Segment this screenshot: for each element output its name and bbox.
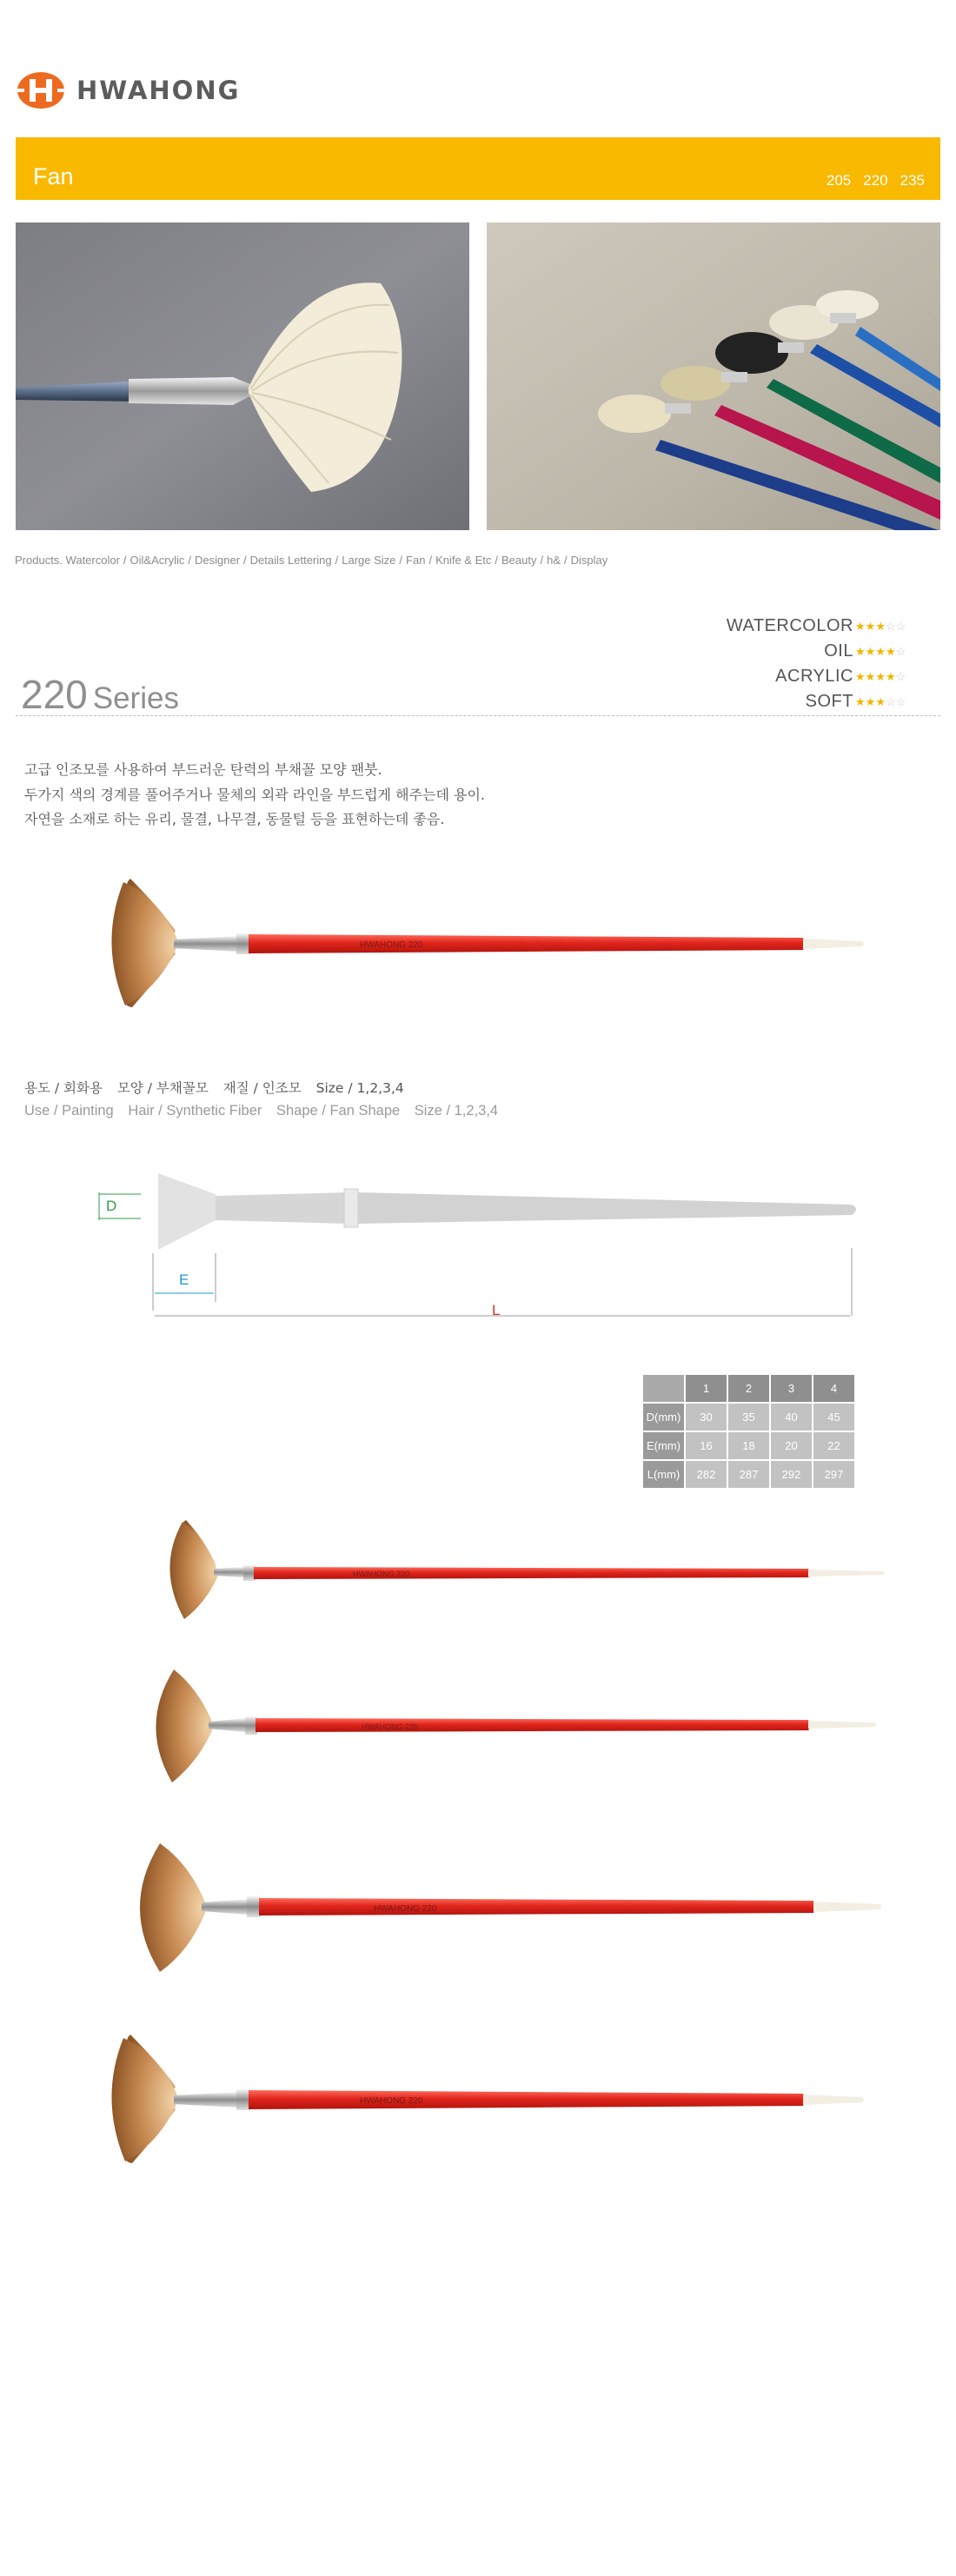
star-rating-icon	[855, 670, 919, 684]
product-photo-group	[487, 222, 940, 530]
table-cell: 297	[813, 1461, 854, 1488]
star-filled-icon: ★	[885, 644, 896, 658]
series-word: Series	[92, 681, 179, 715]
description-line: 자연을 소재로 하는 유리, 물결, 나무결, 동물털 등을 표현하는데 좋음.	[24, 811, 445, 827]
star-rating-icon	[855, 620, 919, 634]
series-link-235[interactable]: 235	[900, 172, 925, 189]
star-filled-icon: ★	[855, 694, 866, 708]
table-column-header: 3	[771, 1375, 812, 1402]
nav-designer[interactable]: Designer	[195, 554, 241, 567]
fan-brush-icon	[108, 873, 873, 1012]
nav-display[interactable]: Display	[570, 554, 608, 567]
table-cell: 30	[686, 1404, 727, 1431]
star-rating-icon	[855, 695, 919, 709]
banner-title: Fan	[33, 163, 74, 189]
brush-image-size-1	[148, 1517, 886, 1630]
product-photo-single	[16, 222, 469, 530]
brush-image-size-2	[139, 1664, 878, 1786]
spec-hair-ko: 재질 / 인조모	[222, 1080, 302, 1096]
star-filled-icon: ★	[865, 694, 876, 708]
nav-beauty[interactable]: Beauty	[501, 554, 537, 567]
dimension-diagram	[87, 1163, 886, 1337]
spec-hair-en: Hair / Synthetic Fiber	[128, 1103, 262, 1119]
description-line: 고급 인조모를 사용하여 부드러운 탄력의 부채꼴 모양 팬붓.	[24, 761, 382, 778]
dimension-l-label: L	[492, 1302, 501, 1318]
table-cell: 45	[813, 1404, 854, 1431]
spec-size-ko: Size / 1,2,3,4	[315, 1080, 404, 1096]
table-cell: 35	[728, 1404, 769, 1431]
series-link-205[interactable]: 205	[826, 172, 852, 189]
star-filled-icon: ★	[875, 619, 886, 633]
nav-h-and[interactable]: h&	[547, 554, 561, 567]
fan-brush-icon	[139, 1664, 878, 1786]
star-filled-icon: ★	[875, 669, 886, 683]
star-filled-icon: ★	[855, 644, 866, 658]
table-header-row	[643, 1375, 854, 1402]
product-description	[24, 758, 485, 833]
spec-use-ko: 용도 / 회화용	[24, 1080, 103, 1096]
rating-row	[641, 689, 919, 714]
fan-brush-icon	[108, 2029, 873, 2177]
dimension-d-label: D	[106, 1198, 117, 1214]
nav-watercolor[interactable]: Watercolor	[65, 554, 120, 567]
table-cell: 282	[686, 1461, 727, 1488]
category-nav: Products. Watercolor / Oil&Acrylic / Designer / Details Lettering / Large Size / Fan / Knife & Etc / Beauty / h& / Display	[15, 554, 608, 567]
series-links	[827, 172, 925, 189]
table-cell: 287	[728, 1461, 769, 1488]
brush-dimension-drawing	[87, 1163, 886, 1337]
hwahong-logo-icon	[16, 71, 66, 110]
spec-use-en: Use / Painting	[24, 1103, 114, 1119]
category-banner	[16, 137, 940, 200]
usage-ratings	[641, 614, 919, 714]
table-row-header: E(mm)	[643, 1432, 684, 1459]
star-empty-icon: ☆	[895, 644, 906, 658]
table-cell: 292	[771, 1461, 812, 1488]
star-filled-icon: ★	[855, 619, 866, 633]
star-filled-icon: ★	[885, 669, 896, 683]
brush-image-size-3	[127, 1838, 883, 1977]
category-nav-prefix: Products.	[15, 554, 63, 567]
star-empty-icon: ☆	[885, 619, 896, 633]
table-cell: 18	[728, 1432, 769, 1459]
spec-korean	[24, 1078, 415, 1097]
table-column-header: 1	[686, 1375, 727, 1402]
rating-label-watercolor: WATERCOLOR	[726, 616, 853, 635]
brand-logo[interactable]	[16, 71, 240, 110]
star-rating-icon	[855, 645, 919, 659]
fan-brush-icon	[127, 1838, 883, 1977]
spec-shape-ko: 모양 / 부채꼴모	[116, 1080, 209, 1096]
table-column-header: 4	[813, 1375, 854, 1402]
spec-english	[24, 1103, 508, 1119]
table-row	[643, 1461, 854, 1488]
nav-details-lettering[interactable]: Details Lettering	[249, 554, 332, 567]
nav-fan[interactable]: Fan	[406, 554, 426, 567]
rating-row	[641, 639, 919, 664]
rating-row	[641, 614, 919, 639]
nav-large-size[interactable]: Large Size	[342, 554, 396, 567]
star-filled-icon: ★	[855, 669, 866, 683]
nav-oil-acrylic[interactable]: Oil&Acrylic	[129, 554, 185, 567]
star-filled-icon: ★	[875, 694, 886, 708]
series-link-220[interactable]: 220	[863, 172, 888, 189]
rating-label-soft: SOFT	[805, 692, 853, 711]
table-cell: 22	[813, 1432, 854, 1459]
table-corner	[643, 1375, 684, 1402]
star-empty-icon: ☆	[895, 619, 906, 633]
table-cell: 20	[771, 1432, 812, 1459]
star-empty-icon: ☆	[885, 694, 896, 708]
star-filled-icon: ★	[865, 644, 876, 658]
table-row	[643, 1404, 854, 1431]
nav-knife-etc[interactable]: Knife & Etc	[435, 554, 492, 567]
rating-row	[641, 664, 919, 689]
star-filled-icon: ★	[875, 644, 886, 658]
spec-size-en: Size / 1,2,3,4	[414, 1103, 499, 1119]
table-row-header: L(mm)	[643, 1461, 684, 1488]
table-cell: 40	[771, 1404, 812, 1431]
size-table	[641, 1373, 856, 1490]
star-filled-icon: ★	[865, 619, 876, 633]
description-line: 두가지 색의 경계를 풀어주거나 물체의 외곽 라인을 부드럽게 해주는데 용이.	[24, 786, 485, 803]
star-empty-icon: ☆	[895, 694, 906, 708]
table-row	[643, 1432, 854, 1459]
table-column-header: 2	[728, 1375, 769, 1402]
rating-label-acrylic: ACRYLIC	[775, 667, 853, 686]
table-cell: 16	[686, 1432, 727, 1459]
fan-brush-icon	[148, 1517, 886, 1630]
star-filled-icon: ★	[865, 669, 876, 683]
brush-image-hero	[108, 873, 873, 1012]
table-row-header: D(mm)	[643, 1404, 684, 1431]
divider	[16, 715, 940, 716]
spec-shape-en: Shape / Fan Shape	[276, 1103, 401, 1119]
dimension-e-label: E	[179, 1271, 189, 1288]
rating-label-oil: OIL	[824, 641, 853, 661]
brand-name: HWAHONG	[76, 76, 241, 105]
brush-image-size-4	[108, 2029, 873, 2177]
star-empty-icon: ☆	[895, 669, 906, 683]
series-title	[21, 671, 179, 718]
series-number: 220	[21, 672, 88, 717]
